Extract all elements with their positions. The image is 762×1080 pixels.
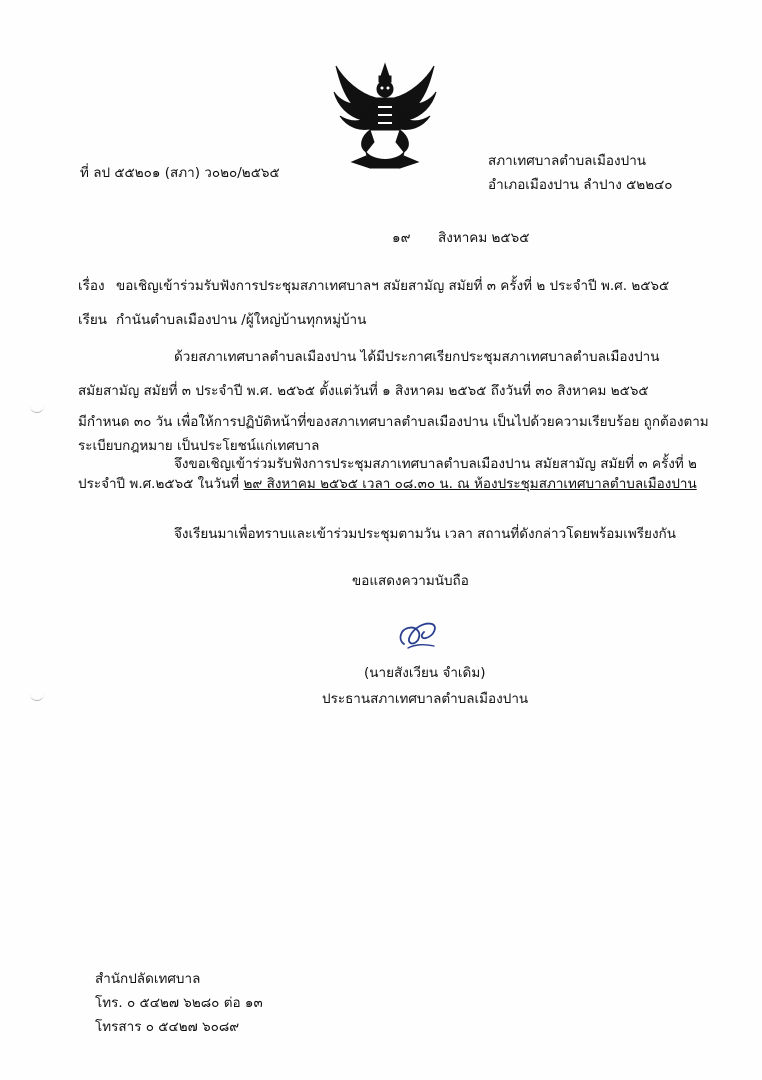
organization-address: อำเภอเมืองปาน ลำปาง ๕๒๒๔๐ xyxy=(488,177,673,193)
signer-title: ประธานสภาเทศบาลตำบลเมืองปาน xyxy=(322,691,529,707)
footer-phone: โทร. ๐ ๕๔๒๗ ๖๒๘๐ ต่อ ๑๓ xyxy=(95,995,263,1011)
date-month-year: สิงหาคม ๒๕๖๕ xyxy=(438,230,530,246)
footer-office: สำนักปลัดเทศบาล xyxy=(95,971,201,987)
body-paragraph-1-line-2: สมัยสามัญ สมัยที่ ๓ ประจำปี พ.ศ. ๒๕๖๕ ตั้งแต่วันที่ ๑ สิงหาคม ๒๕๖๕ ถึงวันที่ ๓๐ สิงหาคม ๒๕๖๕ xyxy=(78,383,649,399)
handwritten-signature xyxy=(394,614,442,654)
organization-name: สภาเทศบาลตำบลเมืองปาน xyxy=(488,153,647,169)
subject-label: เรื่อง xyxy=(78,278,105,294)
punch-hole-mark xyxy=(30,692,44,701)
meeting-intro-text: ประจำปี พ.ศ.๒๕๖๕ ในวันที่ xyxy=(78,476,244,492)
signer-name: (นายสังเวียน จำเดิม) xyxy=(364,665,486,681)
recipient-text: กำนันตำบลเมืองปาน /ผู้ใหญ่บ้านทุกหมู่บ้าน xyxy=(116,312,367,328)
meeting-date-location: ๒๙ สิงหาคม ๒๕๖๕ เวลา ๐๘.๓๐ น. ณ ห้องประชุมสภาเทศบาลตำบลเมืองปาน xyxy=(243,476,697,492)
body-paragraph-2-line-1: จึงขอเชิญเข้าร่วมรับฟังการประชุมสภาเทศบาลตำบลเมืองปาน สมัยสามัญ สมัยที่ ๓ ครั้งที่ ๒ xyxy=(174,456,697,472)
body-paragraph-1-line-3: มีกำหนด ๓๐ วัน เพื่อให้การปฏิบัติหน้าที่ของสภาเทศบาลตำบลเมืองปาน เป็นไปด้วยความเรียบร้อย ถูกต้องตาม xyxy=(78,414,709,430)
date-day: ๑๙ xyxy=(392,230,411,246)
reference-number: ที่ ลป ๕๕๒๐๑ (สภา) ว๐๒๐/๒๕๖๕ xyxy=(80,165,280,181)
body-paragraph-1-line-1: ด้วยสภาเทศบาลตำบลเมืองปาน ได้มีประกาศเรียกประชุมสภาเทศบาลตำบลเมืองปาน xyxy=(174,349,660,365)
garuda-emblem-icon xyxy=(330,58,440,172)
punch-hole-mark xyxy=(30,404,44,413)
body-paragraph-3: จึงเรียนมาเพื่อทราบและเข้าร่วมประชุมตามวัน เวลา สถานที่ดังกล่าวโดยพร้อมเพรียงกัน xyxy=(174,526,676,542)
body-paragraph-1-line-4: ระเบียบกฎหมาย เป็นประโยชน์แก่เทศบาล xyxy=(78,438,320,454)
body-paragraph-2-line-2 xyxy=(78,475,697,493)
recipient-label: เรียน xyxy=(78,312,108,328)
footer-fax: โทรสาร ๐ ๕๔๒๗ ๖๐๘๙ xyxy=(95,1019,240,1035)
subject-text: ขอเชิญเข้าร่วมรับฟังการประชุมสภาเทศบาลฯ สมัยสามัญ สมัยที่ ๓ ครั้งที่ ๒ ประจำปี พ.ศ. ๒๕๖๕ xyxy=(116,278,670,294)
closing-regards: ขอแสดงความนับถือ xyxy=(352,573,469,589)
